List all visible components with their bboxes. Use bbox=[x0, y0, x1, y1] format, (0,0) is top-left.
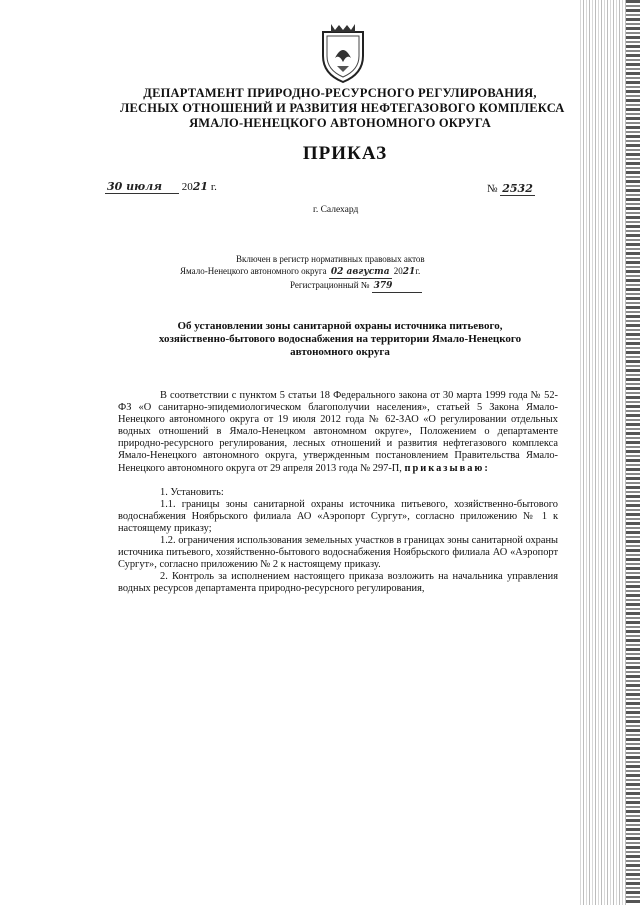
registration-number-label: Регистрационный № bbox=[290, 280, 370, 290]
coat-of-arms-icon bbox=[317, 22, 369, 84]
registration-stamp bbox=[180, 253, 510, 293]
preamble-text: В соответствии с пунктом 5 статьи 18 Федерального закона от 30 марта 1999 года № 52-ФЗ «О санитарно-эпидемиологическом благополучии населения», статьей 5 Закона Ямало-Ненецкого автономного округа от 19 июля 2012 года № 62-ЗАО «О регулировании отдельных водных отношений в Ямало-Ненецком автономном округе», Положением о департаменте природно-ресурсного регулирования, лесных отношений и развития нефтегазового комплекса Ямало-Ненецкого автономного округа, утвержденным постановлением Правительства Ямало-Ненецкого автономного округа от 29 апреля 2013 года № 297-П, bbox=[118, 390, 558, 474]
title-line-2: хозяйственно-бытового водоснабжения на территории Ямало-Ненецкого bbox=[158, 333, 522, 345]
item-1-2: 1.2. ограничения использования земельных участков в границах зоны санитарной охраны источника питьевого, хозяйственно-бытового водоснабжения Ноябрьского филиала АО «Аэропорт Сургут», согласно приложению № 2 к настоящему приказу. bbox=[118, 535, 558, 571]
title-line-1: Об установлении зоны санитарной охраны источника питьевого, bbox=[177, 320, 503, 332]
registration-line-2 bbox=[180, 265, 510, 279]
city: г. Салехард bbox=[313, 205, 359, 215]
preamble-paragraph bbox=[118, 390, 558, 475]
registration-year: 21 bbox=[402, 267, 416, 277]
document-body bbox=[118, 390, 558, 596]
registration-line-1: Включен в регистр нормативных правовых актов bbox=[236, 254, 425, 264]
document-title bbox=[140, 320, 540, 359]
registration-line-3 bbox=[180, 279, 510, 293]
department-name bbox=[120, 86, 565, 131]
registration-year-prefix: 20 bbox=[393, 266, 403, 276]
number-label: № bbox=[487, 183, 498, 195]
item-1-1: 1.1. границы зоны санитарной охраны источника питьевого, хозяйственно-бытового водоснабжения Ноябрьского филиала АО «Аэропорт Сургут», согласно приложению № 1 к настоящему приказу; bbox=[118, 498, 558, 534]
number-handwritten: 2532 bbox=[502, 182, 533, 195]
department-line-3: ЯМАЛО-НЕНЕЦКОГО АВТОНОМНОГО ОКРУГА bbox=[189, 116, 491, 130]
registration-region: Ямало-Ненецкого автономного округа bbox=[180, 266, 327, 276]
department-line-1: ДЕПАРТАМЕНТ ПРИРОДНО-РЕСУРСНОГО РЕГУЛИРОВАНИЯ, bbox=[143, 86, 537, 100]
registration-number: 379 bbox=[372, 280, 423, 293]
scan-edge-noise bbox=[626, 0, 640, 905]
registration-date: 02 августа bbox=[330, 267, 390, 277]
registration-year-suffix: г. bbox=[415, 266, 421, 276]
year-prefix: 20 bbox=[181, 181, 193, 193]
order-number bbox=[487, 182, 535, 196]
document-type: ПРИКАЗ bbox=[302, 143, 388, 164]
item-1: 1. Установить: bbox=[160, 486, 224, 498]
year-handwritten: 21 bbox=[192, 180, 209, 193]
item-2: 2. Контроль за исполнением настоящего приказа возложить на начальника управления водных ресурсов департамента природно-ресурсного регулирования, bbox=[118, 571, 558, 595]
title-line-3: автономного округа bbox=[290, 346, 390, 358]
year-suffix: г. bbox=[210, 181, 217, 193]
order-date bbox=[105, 180, 217, 194]
order-word: приказываю: bbox=[404, 462, 490, 474]
department-line-2: ЛЕСНЫХ ОТНОШЕНИЙ И РАЗВИТИЯ НЕФТЕГАЗОВОГО КОМПЛЕКСА bbox=[120, 101, 565, 115]
date-handwritten: 30 июля bbox=[105, 180, 179, 194]
